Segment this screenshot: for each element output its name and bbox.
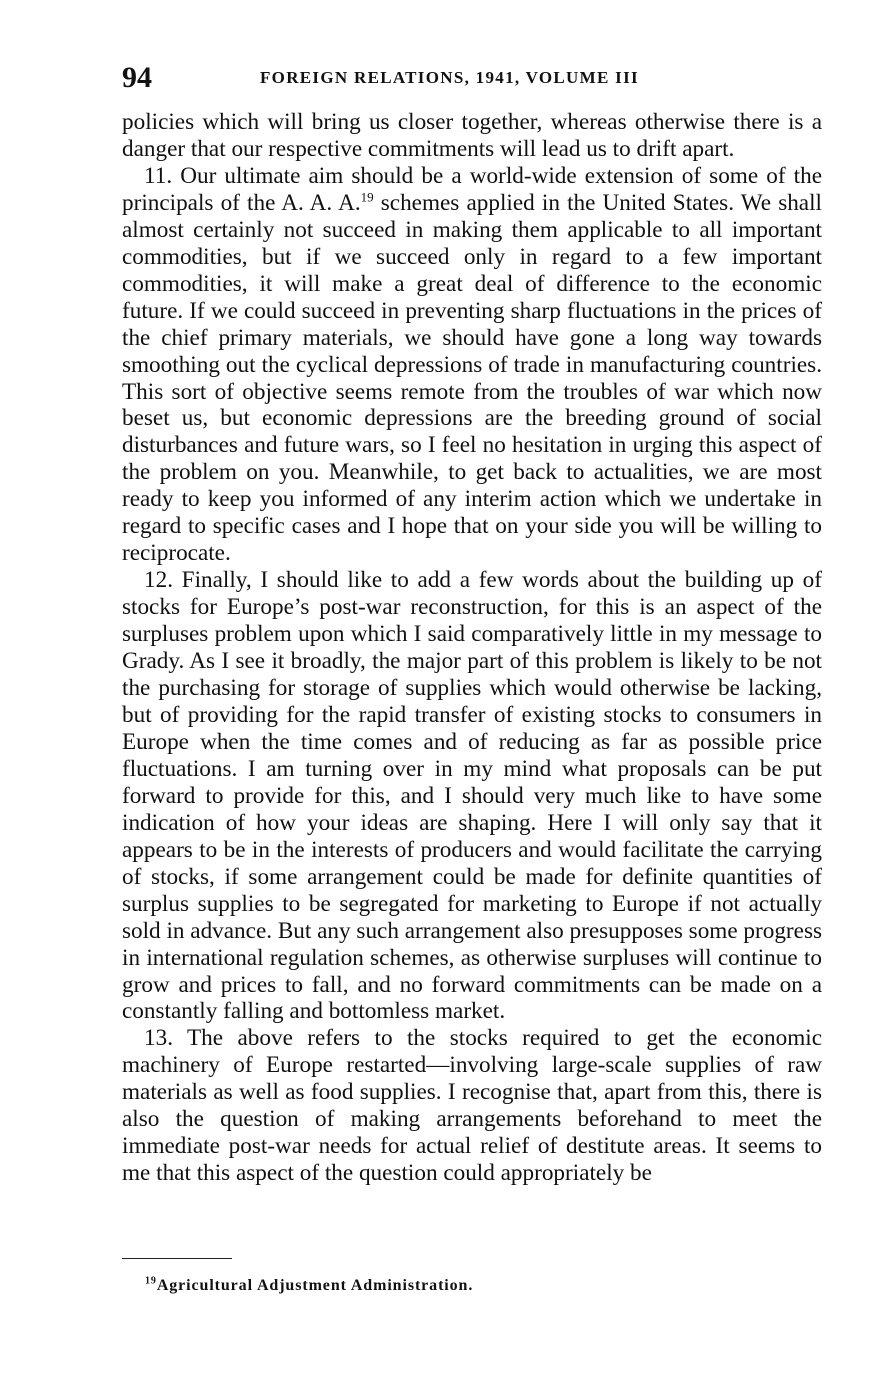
paragraph-11-text-a: 11. Our ultimate aim should be a world-wide extension of some of the principals of the A. A. A. bbox=[122, 162, 822, 216]
paragraph-continuation: policies which will bring us closer together, whereas otherwise there is a danger that our respective commitments will lead us to drift apart. bbox=[122, 109, 822, 162]
paragraph-11 bbox=[122, 163, 822, 567]
footnote-text: Agricultural Adjustment Administration. bbox=[156, 1277, 474, 1294]
body-text bbox=[122, 109, 822, 1187]
footnote-reference: 19 bbox=[360, 189, 374, 205]
page-number: 94 bbox=[122, 61, 152, 94]
footnote-divider bbox=[122, 1258, 232, 1259]
footnote bbox=[145, 1275, 473, 1297]
running-head: FOREIGN RELATIONS, 1941, VOLUME III bbox=[260, 68, 639, 87]
footnote-mark: 19 bbox=[145, 1275, 157, 1287]
paragraph-13: 13. The above refers to the stocks required to get the economic machinery of Europe restarted—involving large-scale supplies of raw materials as well as food supplies. I recognise that, apart from this, there is also the question of making arrangements beforehand to meet the immediate post-war needs for actual relief of destitute areas. It seems to me that this aspect of the question could appropriately be bbox=[122, 1025, 822, 1187]
paragraph-12: 12. Finally, I should like to add a few words about the building up of stocks for Europe’s post-war reconstruction, for this is an aspect of the surpluses problem upon which I said comparatively little in my message to Grady. As I see it broadly, the major part of this problem is likely to be not the purchasing for storage of supplies which would otherwise be lacking, but of providing for the rapid transfer of existing stocks to consumers in Europe when the time comes and of reducing as far as possible price fluctuations. I am turning over in my mind what proposals can be put forward to provide for this, and I should very much like to have some indication of how your ideas are shaping. Here I will only say that it appears to be in the interests of producers and would facilitate the carrying of stocks, if some arrangement could be made for definite quantities of surplus supplies to be segregated for marketing to Europe if not actually sold in advance. But any such arrangement also presupposes some progress in international regulation schemes, as otherwise surpluses will continue to grow and prices to fall, and no forward commitments can be made on a constantly falling and bottomless market. bbox=[122, 567, 822, 1025]
paragraph-11-text-b: schemes applied in the United States. We shall almost certainly not succeed in making them applicable to all important commodities, but if we succeed only in regard to a few important commodities, it will make a great deal of difference to the economic future. If we could succeed in preventing sharp fluctuations in the prices of the chief primary materials, we should have gone a long way towards smoothing out the cyclical depressions of trade in manufacturing countries. This sort of objective seems remote from the troubles of war which now beset us, but economic depressions are the breeding ground of social disturbances and future wars, so I feel no hesitation in urging this aspect of the problem on you. Meanwhile, to get back to actualities, we are most ready to keep you informed of any interim action which we undertake in regard to specific cases and I hope that on your side you will be willing to reciprocate. bbox=[122, 189, 822, 567]
page-header bbox=[122, 60, 822, 96]
